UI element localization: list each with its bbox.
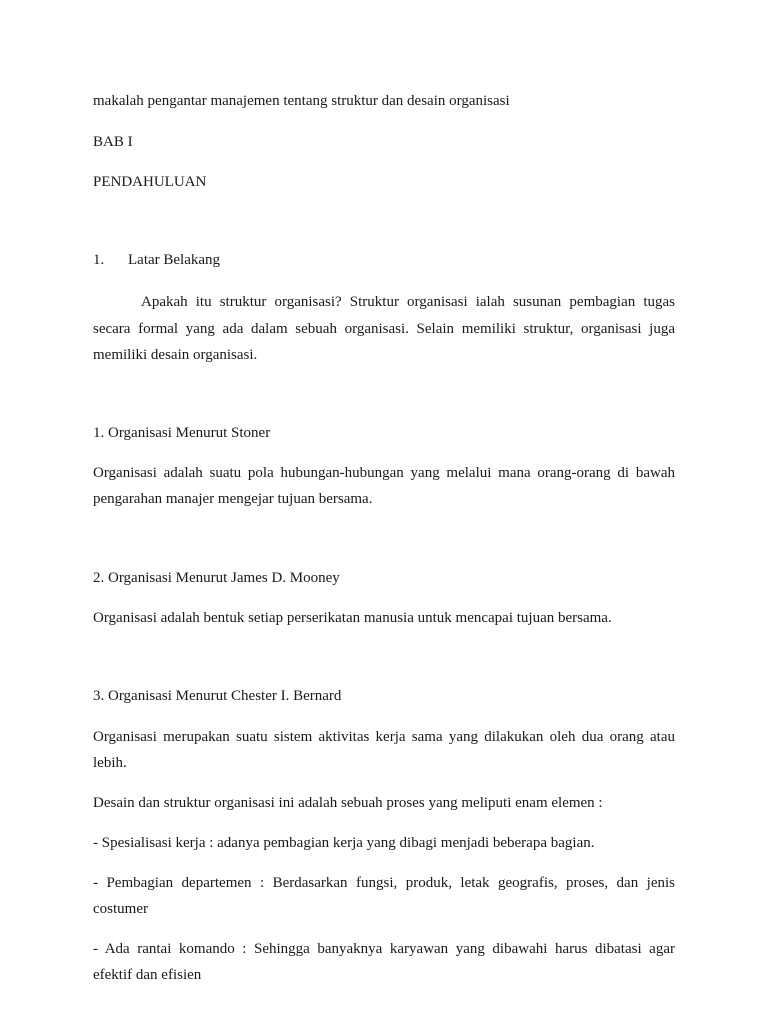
element-item-departemen-cont: costumer	[93, 901, 148, 917]
definition-text-line: pengarahan manajer mengejar tujuan bersama.	[93, 491, 373, 507]
intro-paragraph-line: Apakah itu struktur organisasi? Struktur organisasi ialah susunan pembagian tugas	[141, 294, 675, 310]
element-item-rantai-komando: - Ada rantai komando : Sehingga banyaknya karyawan yang dibawahi harus dibatasi agar	[93, 941, 675, 957]
element-item-departemen: - Pembagian departemen : Berdasarkan fungsi, produk, letak geografis, proses, dan jenis	[93, 875, 675, 891]
chapter-title: PENDAHULUAN	[93, 174, 207, 190]
definition-heading-bernard: 3. Organisasi Menurut Chester I. Bernard	[93, 688, 342, 704]
document-title: makalah pengantar manajemen tentang struktur dan desain organisasi	[93, 93, 510, 109]
intro-paragraph-line: secara formal yang ada dalam sebuah organisasi. Selain memiliki struktur, organisasi juga	[93, 321, 675, 337]
definition-heading-mooney: 2. Organisasi Menurut James D. Mooney	[93, 570, 340, 586]
elements-intro: Desain dan struktur organisasi ini adalah sebuah proses yang meliputi enam elemen :	[93, 795, 603, 811]
definition-text-line: lebih.	[93, 755, 127, 771]
element-item-spesialisasi: - Spesialisasi kerja : adanya pembagian kerja yang dibagi menjadi beberapa bagian.	[93, 835, 595, 851]
element-item-rantai-komando-cont: efektif dan efisien	[93, 967, 202, 983]
section-title: Latar Belakang	[128, 252, 221, 268]
section-heading	[93, 251, 675, 269]
definition-text-line: Organisasi merupakan suatu sistem aktivitas kerja sama yang dilakukan oleh dua orang atau	[93, 729, 675, 745]
chapter-label: BAB I	[93, 134, 133, 150]
definition-text-line: Organisasi adalah bentuk setiap perserikatan manusia untuk mencapai tujuan bersama.	[93, 610, 612, 626]
intro-paragraph-line: memiliki desain organisasi.	[93, 347, 258, 363]
definition-text-line: Organisasi adalah suatu pola hubungan-hubungan yang melalui mana orang-orang di bawah	[93, 465, 675, 481]
definition-heading-stoner: 1. Organisasi Menurut Stoner	[93, 425, 271, 441]
section-number: 1.	[93, 252, 105, 268]
